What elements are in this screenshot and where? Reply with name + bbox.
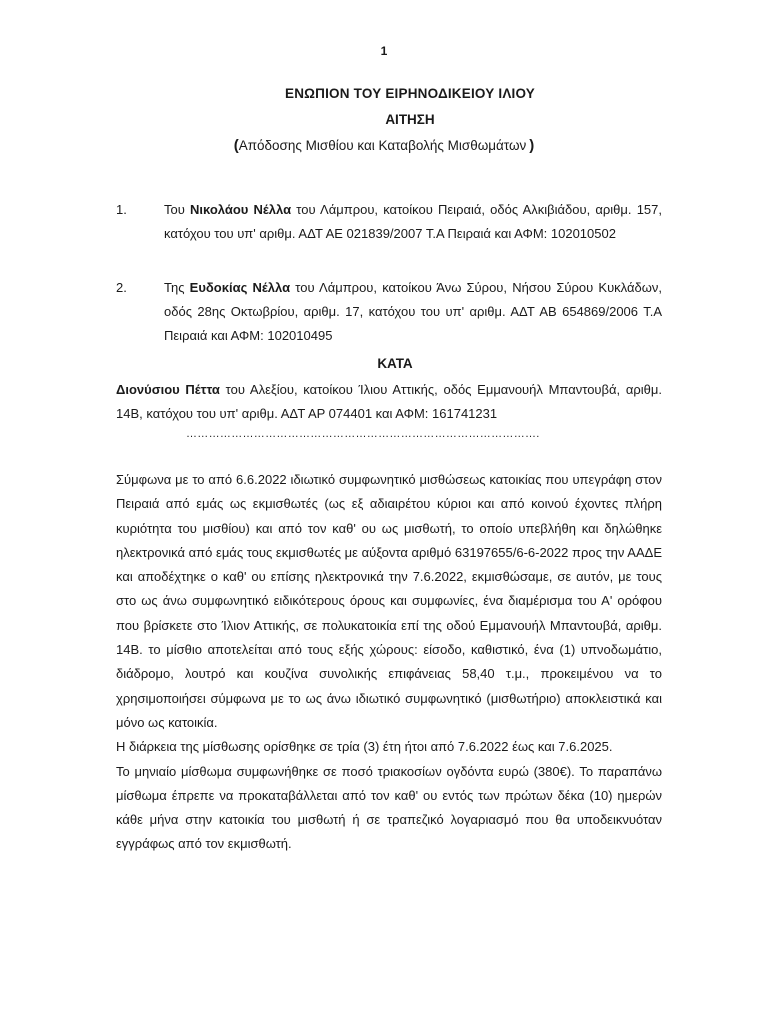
applicant-text	[164, 198, 662, 246]
defendant-name: Διονύσιου Πέττα	[116, 382, 220, 397]
defendant	[116, 378, 662, 426]
applicant-number: 1.	[116, 202, 127, 217]
applicant-prefix: Του	[164, 202, 185, 217]
applicant-name: Νικολάου Νέλλα	[190, 202, 292, 217]
defendant-text	[116, 378, 662, 426]
applicant-1	[116, 198, 662, 246]
applicant-details: του Λάμπρου, κατοίκου Πειραιά, οδός Αλκιβιάδου, αριθμ. 157, κατόχου του υπ' αριθμ. ΑΔΤ ΑΕ 021839/2007 Τ.Α Πειραιά και ΑΦΜ: 102010502	[164, 202, 662, 241]
applicant-2	[116, 276, 662, 348]
subject-close-paren: )	[529, 137, 535, 154]
subject-open-paren: (	[233, 137, 239, 154]
subject-text: Απόδοσης Μισθίου και Καταβολής Μισθωμάτων	[238, 138, 527, 153]
document-type: ΑΙΤΗΣΗ	[385, 112, 435, 127]
body-paragraph: Το μηνιαίο μίσθωμα συμφωνήθηκε σε ποσό τριακοσίων ογδόντα ευρώ (380€). Το παραπάνω μίσθωμα έπρεπε να προκαταβάλλεται από τον καθ' ου εντός των πρώτων δέκα (10) ημερών κάθε μήνα στην κατοικία του μισθωτή ή σε τραπεζικό λογαριασμό που θα υποδεικνυόταν εγγράφως από τον εκμισθωτή.	[116, 763, 662, 852]
against-heading: ΚΑΤΑ	[377, 356, 413, 371]
applicant-prefix: Της	[164, 280, 185, 295]
page-number: 1	[380, 44, 388, 58]
defendant-details: του Αλεξίου, κατοίκου Ίλιου Αττικής, οδός Εμμανουήλ Μπαντουβά, αριθμ. 14Β, κατόχου του υπ' αριθμ. ΑΔΤ ΑΡ 074401 και ΑΦΜ: 161741231	[116, 382, 662, 421]
body-paragraph: Σύμφωνα με το από 6.6.2022 ιδιωτικό συμφωνητικό μισθώσεως κατοικίας που υπεγράφη στον Πειραιά από εμάς ως εκμισθωτές (ως εξ αδιαιρέτου κύριοι και από κοινού έχοντες πλήρη κυριότητα του μισθίου) και από τον καθ' ου ως μισθωτή, το οποίο υπεβλήθη και δηλώθηκε ηλεκτρονικά από εμάς τους εκμισθωτές με αύξοντα αριθμό 63197655/6-6-2022 προς την ΑΑΔΕ και αποδέχτηκε ο καθ' ου επίσης ηλεκτρονικά την 7.6.2022, εκμισθώσαμε, σε αυτόν, με τους στο ως άνω συμφωνητικό ειδικότερους όρους και συμφωνίες, ένα διαμέρισμα του Α' ορόφου που βρίσκετε στο Ίλιον Αττικής, σε πολυκατοικία επί της οδού Εμμανουήλ Μπαντουβά, αριθμ. 14Β. το μίσθιο αποτελείται από τους εξής χώρους: είσοδο, καθιστικό, ένα (1) υπνοδωμάτιο, διάδρομο, λουτρό και κουζίνα συνολικής επιφάνειας 58,40 τ.μ., προκειμένου να το χρησιμοποιήσει σύμφωνα με το ως άνω ιδιωτικό συμφωνητικό (μισθωτήριο) αποκλειστικά και μόνο ως κατοικία.	[116, 472, 662, 730]
applicant-details: του Λάμπρου, κατοίκου Άνω Σύρου, Νήσου Σύρου Κυκλάδων, οδός 28ης Οκτωβρίου, αριθμ. 17, κατόχου του υπ' αριθμ. ΑΔΤ ΑΒ 654869/2006 Τ.Α Πειραιά και ΑΦΜ: 102010495	[164, 280, 662, 343]
applicant-text	[164, 276, 662, 348]
document-body	[116, 468, 662, 857]
applicant-number: 2.	[116, 280, 127, 295]
body-paragraph: Η διάρκεια της μίσθωσης ορίσθηκε σε τρία (3) έτη ήτοι από 7.6.2022 έως και 7.6.2025.	[116, 739, 613, 755]
court-title: ΕΝΩΠΙΟΝ ΤΟΥ ΕΙΡΗΝΟΔΙΚΕΙΟΥ ΙΛΙΟΥ	[284, 86, 536, 101]
document-subject	[0, 137, 768, 154]
title-block	[0, 86, 768, 154]
separator-dots: ………………………………………………………………………………….	[186, 428, 540, 440]
applicant-name: Ευδοκίας Νέλλα	[189, 280, 291, 295]
